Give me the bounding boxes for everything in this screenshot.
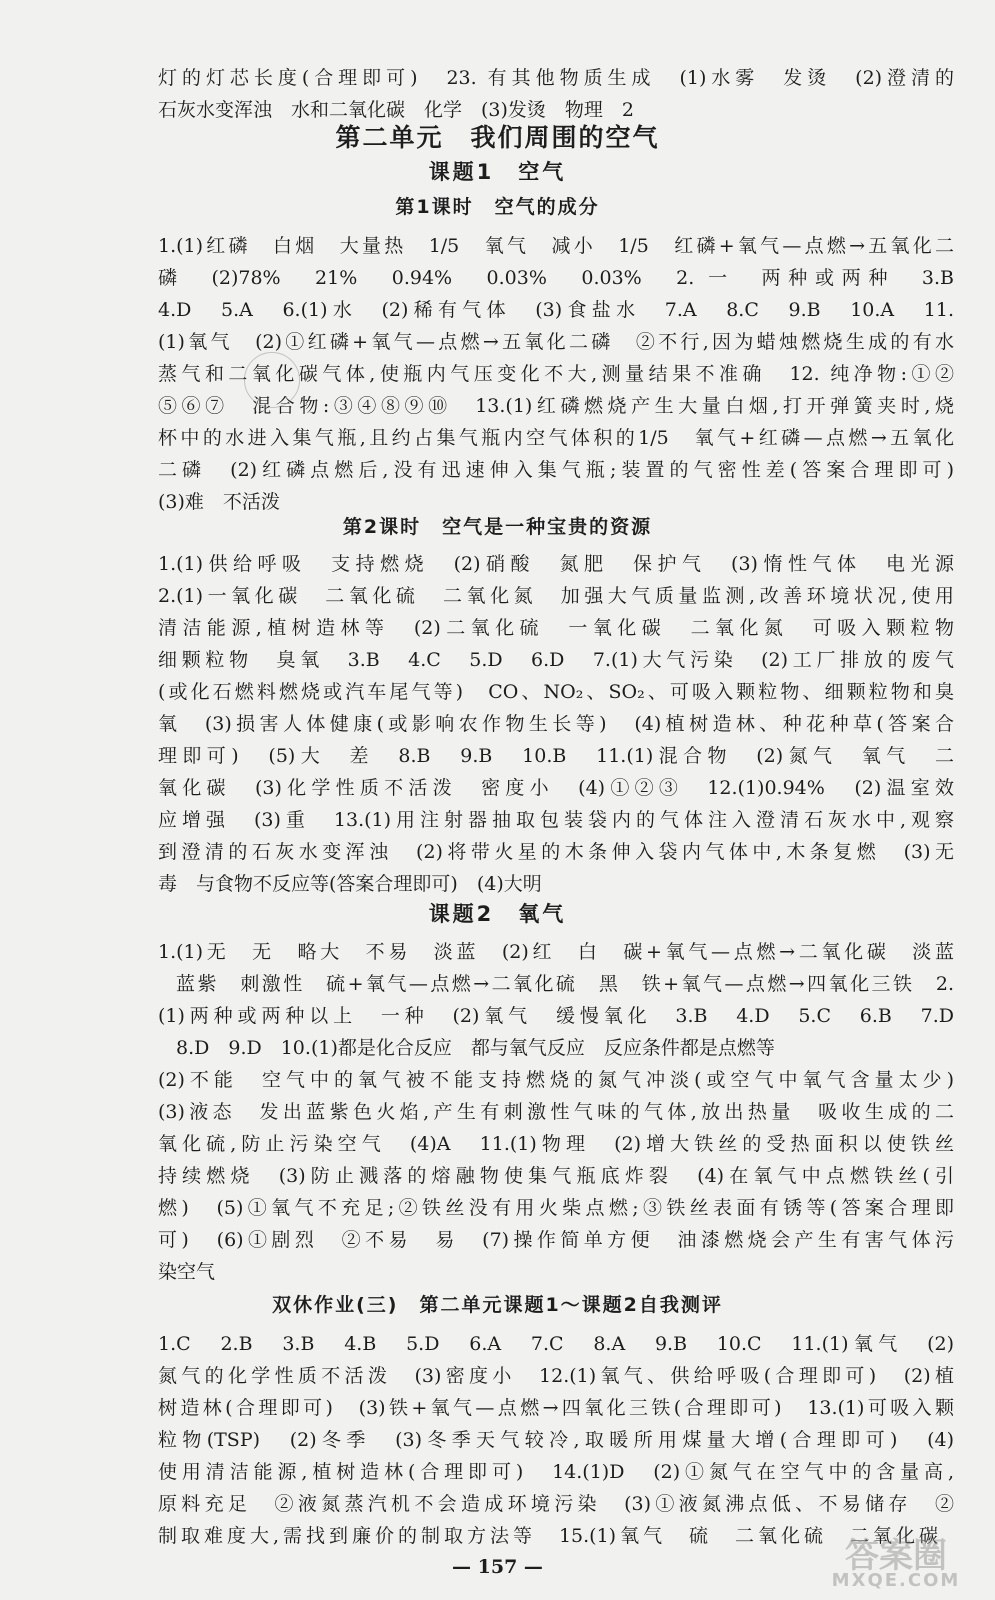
text-line: ⑤⑥⑦ 混合物:③④⑧⑨⑩ 13.(1)红磷燃烧产生大量白烟,打开弹簧夹时,烧 — [158, 395, 954, 417]
text-line: 磷 (2)78% 21% 0.94% 0.03% 0.03% 2. 一 两种或两种 3.B — [158, 267, 954, 289]
text-line: 燃) (5)①氧气不充足;②铁丝没有用火柴点燃;③铁丝表面有锈等(答案合理即 — [158, 1197, 954, 1219]
text-line: 8.D 9.D 10.(1)都是化合反应 都与氧气反应 反应条件都是点燃等 — [176, 1037, 775, 1059]
text-line: 1.(1)供给呼吸 支持燃烧 (2)硝酸 氮肥 保护气 (3)惰性气体 电光源 — [158, 553, 954, 575]
text-line: (2)不能 空气中的氧气被不能支持燃烧的氮气冲淡(或空气中氧气含量太少) — [158, 1069, 954, 1091]
text-line: (1)两种或两种以上 一种 (2)氧气 缓慢氧化 3.B 4.D 5.C 6.B 7.D — [158, 1005, 954, 1027]
topic-title: 课题2 氧气 — [428, 902, 567, 926]
text-line: (3)难 不活泼 — [158, 491, 280, 513]
text-line: 石灰水变浑浊 水和二氧化碳 化学 (3)发烫 物理 2 — [158, 99, 635, 121]
text-line: 理即可) (5)大 差 8.B 9.B 10.B 11.(1)混合物 (2)氮气 氧气 二 — [158, 745, 954, 767]
text-line: 4.D 5.A 6.(1)水 (2)稀有气体 (3)食盐水 7.A 8.C 9.B 10.A 11. — [158, 299, 954, 321]
text-line: (或化石燃料燃烧或汽车尾气等) CO、NO₂、SO₂、可吸入颗粒物、细颗粒物和臭 — [158, 681, 954, 703]
page-number: — 157 — — [452, 1556, 543, 1578]
pencil-mark — [244, 352, 300, 408]
watermark-logo-text: 答案圈 — [845, 1536, 947, 1576]
text-line: 使用清洁能源,植树造林(合理即可) 14.(1)D (2)①氮气在空气中的含量高, — [158, 1461, 954, 1483]
watermark-logo — [806, 1528, 976, 1598]
text-line: 二磷 (2)红磷点燃后,没有迅速伸入集气瓶;装置的气密性差(答案合理即可) — [158, 459, 954, 481]
text-line: 1.(1)红磷 白烟 大量热 1/5 氧气 减小 1/5 红磷+氧气—点燃→五氧化二 — [158, 235, 954, 257]
text-line: 灯的灯芯长度(合理即可) 23. 有其他物质生成 (1)水雾 发烫 (2)澄清的 — [158, 67, 954, 89]
text-line: 1.(1)无 无 略大 不易 淡蓝 (2)红 白 碳+氧气—点燃→二氧化碳 淡蓝 — [158, 941, 954, 963]
review-title: 双休作业(三) 第二单元课题1～课题2自我测评 — [272, 1294, 723, 1316]
unit-title: 第二单元 我们周围的空气 — [335, 123, 660, 152]
text-line: 制取难度大,需找到廉价的制取方法等 15.(1)氧气 硫 二氧化硫 二氧化碳 — [158, 1525, 938, 1547]
text-line: 清洁能源,植树造林等 (2)二氧化硫 一氧化碳 二氧化氮 可吸入颗粒物 — [158, 617, 954, 639]
text-line: 到澄清的石灰水变浑浊 (2)将带火星的木条伸入袋内气体中,木条复燃 (3)无 — [158, 841, 954, 863]
watermark-logo-domain: MXQE.COM — [831, 1570, 961, 1591]
text-line: 持续燃烧 (3)防止溅落的熔融物使集气瓶底炸裂 (4)在氧气中点燃铁丝(引 — [158, 1165, 954, 1187]
text-line: 原料充足 ②液氮蒸汽机不会造成环境污染 (3)①液氮沸点低、不易储存 ② — [158, 1493, 954, 1515]
text-line: 可) (6)①剧烈 ②不易 易 (7)操作简单方便 油漆燃烧会产生有害气体污 — [158, 1229, 954, 1251]
text-line: 蓝紫 刺激性 硫+氧气—点燃→二氧化硫 黑 铁+氧气—点燃→四氧化三铁 2. — [176, 973, 954, 995]
text-line: 氧化碳 (3)化学性质不活泼 密度小 (4)①②③ 12.(1)0.94% (2)温室效 — [158, 777, 954, 799]
text-line: 蒸气和二氧化碳气体,使瓶内气压变化不大,测量结果不准确 12. 纯净物:①② — [158, 363, 954, 385]
text-line: 树造林(合理即可) (3)铁+氧气—点燃→四氧化三铁(合理即可) 13.(1)可吸入颗 — [158, 1397, 954, 1419]
text-line: 细颗粒物 臭氧 3.B 4.C 5.D 6.D 7.(1)大气污染 (2)工厂排放的废气 — [158, 649, 954, 671]
text-line: (3)液态 发出蓝紫色火焰,产生有刺激性气味的气体,放出热量 吸收生成的二 — [158, 1101, 954, 1123]
text-line: 1.C 2.B 3.B 4.B 5.D 6.A 7.C 8.A 9.B 10.C 11.(1)氧气 (2) — [158, 1333, 954, 1355]
text-line: 粒物(TSP) (2)冬季 (3)冬季天气较冷,取暖所用煤量大增(合理即可) (4) — [158, 1429, 954, 1451]
lesson-title: 第2课时 空气是一种宝贵的资源 — [342, 516, 653, 538]
text-line: (1)氧气 (2)①红磷+氧气—点燃→五氧化二磷 ②不行,因为蜡烛燃烧生成的有水 — [158, 331, 954, 353]
text-line: 毒 与食物不反应等(答案合理即可) (4)大明 — [158, 873, 542, 895]
text-line: 氧化硫,防止污染空气 (4)A 11.(1)物理 (2)增大铁丝的受热面积以使铁丝 — [158, 1133, 954, 1155]
text-line: 杯中的水进入集气瓶,且约占集气瓶内空气体积的1/5 氧气+红磷—点燃→五氧化 — [158, 427, 954, 449]
topic-title: 课题1 空气 — [428, 160, 567, 184]
text-line: 氧 (3)损害人体健康(或影响农作物生长等) (4)植树造林、种花种草(答案合 — [158, 713, 954, 735]
text-line: 应增强 (3)重 13.(1)用注射器抽取包装袋内的气体注入澄清石灰水中,观察 — [158, 809, 954, 831]
text-line: 氮气的化学性质不活泼 (3)密度小 12.(1)氧气、供给呼吸(合理即可) (2)植 — [158, 1365, 954, 1387]
text-line: 染空气 — [158, 1261, 216, 1283]
lesson-title: 第1课时 空气的成分 — [395, 196, 600, 218]
text-line: 2.(1)一氧化碳 二氧化硫 二氧化氮 加强大气质量监测,改善环境状况,使用 — [158, 585, 954, 607]
